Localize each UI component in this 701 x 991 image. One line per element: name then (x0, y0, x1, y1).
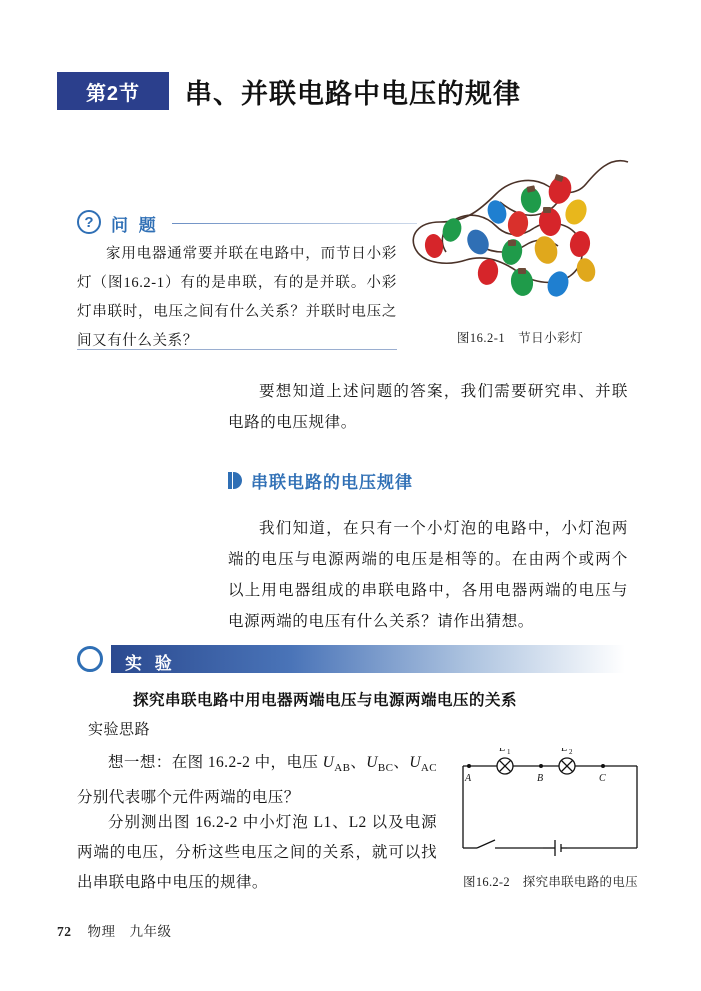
subsection-heading (228, 468, 413, 492)
question-label: 问 题 (111, 216, 159, 235)
book-title: 物理 九年级 (87, 924, 172, 939)
node-c-label: C (599, 773, 606, 784)
question-bottom-divider (77, 349, 397, 350)
experiment-banner (77, 645, 625, 673)
exp-p1-prefix: 想一想：在图 16.2-2 中，电压 (108, 754, 323, 771)
lamp2-label: L (561, 748, 568, 754)
page-footer (57, 920, 172, 940)
question-rule-divider (172, 223, 417, 224)
experiment-paragraph-2: 分别测出图 16.2-2 中小灯泡 L1、L2 以及电源两端的电压，分析这些电压之间的关系，就可以找出串联电路中电压的规律。 (77, 814, 437, 891)
exp-p1-mid1: 、 (350, 754, 367, 771)
lamp1-label: L (499, 748, 506, 754)
paragraph-series-voltage: 我们知道，在只有一个小灯泡的电路中，小灯泡两端的电压与电源两端的电压是相等的。在由两个或两个以上用电器组成的串联电路中，各用电器两端的电压与电源两端的电压有什么关系？请作出猜想。 (228, 520, 628, 630)
experiment-circle-icon (77, 646, 103, 672)
experiment-subtitle: 实验思路 (88, 722, 151, 738)
symbol-u-2: U (366, 754, 378, 771)
symbol-u-1-sub: AB (334, 762, 351, 775)
paragraph-intro: 要想知道上述问题的答案，我们需要研究串、并联电路的电压规律。 (228, 383, 628, 431)
symbol-u-3: U (409, 754, 421, 771)
figure-holiday-lights (400, 150, 640, 320)
symbol-u-3-sub: AC (420, 762, 438, 775)
experiment-banner-bar (111, 645, 625, 673)
experiment-title: 探究串联电路中用电器两端电压与电源两端电压的关系 (133, 692, 518, 709)
experiment-label: 实 验 (125, 654, 176, 673)
svg-text:2: 2 (569, 748, 573, 756)
question-mark-icon: ? (77, 210, 101, 234)
figure2-caption: 图16.2-2 探究串联电路的电压 (463, 875, 638, 889)
page-header (57, 72, 647, 112)
figure1-caption: 图16.2-1 节日小彩灯 (456, 331, 584, 345)
symbol-u-2-sub: BC (377, 762, 394, 775)
node-b-label: B (537, 773, 544, 784)
exp-p1-mid2: 、 (393, 754, 410, 771)
node-a-label: A (465, 773, 472, 784)
subsection-heading-label: 串联电路的电压规律 (251, 472, 413, 492)
exp-p1-suffix: 分别代表哪个元件两端的电压？ (77, 789, 300, 807)
bullet-marker-icon (228, 472, 243, 489)
svg-text:1: 1 (507, 748, 511, 756)
question-body-text: 家用电器通常要并联在电路中，而节日小彩灯（图16.2-1）有的是串联，有的是并联。小彩灯串联时，电压之间有什么关系？并联时电压之间又有什么关系？ (77, 246, 397, 349)
page-title: 串、并联电路中电压的规律 (185, 78, 521, 109)
page-number: 72 (57, 924, 72, 939)
symbol-u-1: U (322, 754, 335, 771)
figure-series-circuit (455, 748, 645, 868)
section-tag: 第2节 (57, 72, 169, 110)
question-heading (77, 210, 417, 236)
experiment-paragraph-1 (77, 748, 437, 813)
